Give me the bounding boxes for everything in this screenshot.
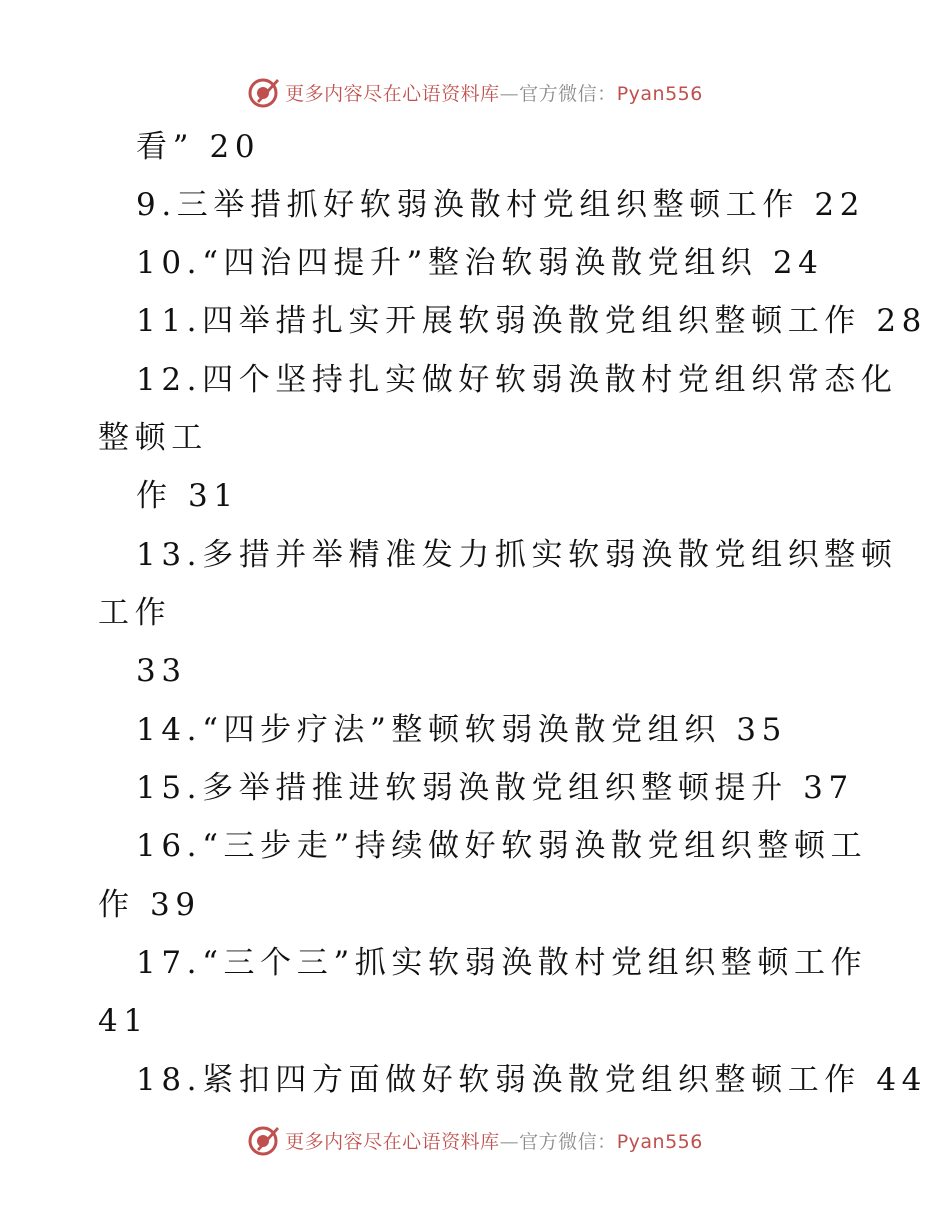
watermark-text: 更多内容尽在心语资料库—官方微信：Pyan556 [285, 1130, 703, 1153]
toc-line: 工作 [98, 595, 172, 631]
toc-line: 11.四举措扎实开展软弱涣散党组织整顿工作 28 [136, 303, 927, 339]
toc-line: 17.“三个三”抓实软弱涣散村党组织整顿工作 [136, 945, 868, 981]
toc-line: 看” 20 [136, 129, 261, 165]
watermark-text: 更多内容尽在心语资料库—官方微信：Pyan556 [285, 82, 703, 105]
toc-line: 41 [98, 1003, 149, 1039]
footer-watermark [0, 1120, 950, 1160]
toc-line: 10.“四治四提升”整治软弱涣散党组织 24 [136, 245, 824, 281]
toc-line: 16.“三步走”持续做好软弱涣散党组织整顿工 [136, 828, 868, 864]
header-watermark [0, 72, 950, 112]
toc-line: 14.“四步疗法”整顿软弱涣散党组织 35 [136, 712, 787, 748]
toc-line: 15.多举措推进软弱涣散党组织整顿提升 37 [136, 770, 854, 806]
pen-logo-icon [247, 1123, 281, 1157]
toc-line: 作 39 [98, 887, 201, 923]
toc-line: 13.多措并举精准发力抓实软弱涣散党组织整顿 [136, 537, 898, 573]
toc-line: 作 31 [136, 478, 239, 514]
toc-line: 18.紧扣四方面做好软弱涣散党组织整顿工作 44 [136, 1062, 927, 1098]
toc-line: 33 [136, 653, 187, 689]
toc-line: 9.三举措抓好软弱涣散村党组织整顿工作 22 [136, 187, 866, 223]
toc-line: 整顿工 [98, 420, 208, 456]
toc-line: 12.四个坚持扎实做好软弱涣散村党组织常态化 [136, 362, 898, 398]
pen-logo-icon [247, 75, 281, 109]
